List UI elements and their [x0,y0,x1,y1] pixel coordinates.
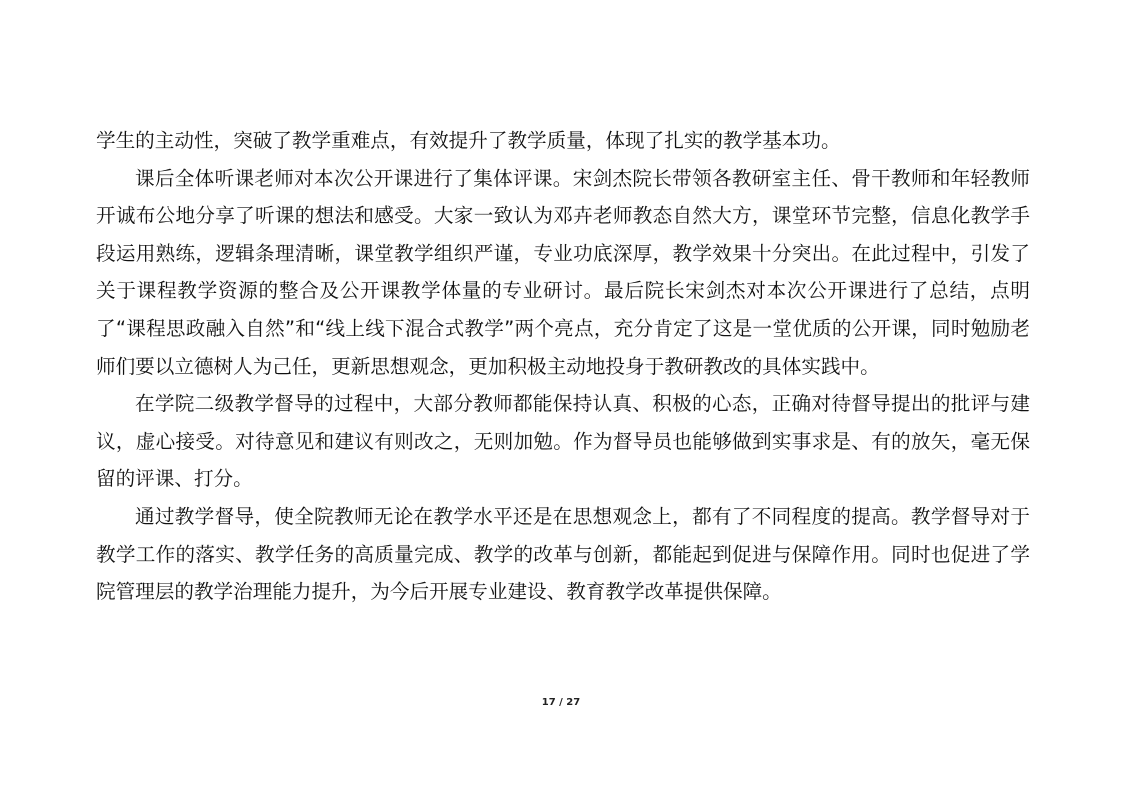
paragraph-continuation: 学生的主动性，突破了教学重难点，有效提升了教学质量，体现了扎实的教学基本功。 [96,129,841,152]
page-number: 17 / 27 [541,697,581,708]
paragraph-supervision-results: 通过教学督导，使全院教师无论在教学水平还是在思想观念上，都有了不同程度的提高。教学督导对于教学工作的落实、教学任务的高质量完成、教学的改革与创新，都能起到促进与保障作用。同时也促进了学院管理层的教学治理能力提升，为今后开展专业建设、教育教学改革提供保障。 [96,504,1030,604]
paragraph-supervision-process: 在学院二级教学督导的过程中，大部分教师都能保持认真、积极的心态，正确对待督导提出的批评与建议，虚心接受。对待意见和建议有则改之，无则加勉。作为督导员也能够做到实事求是、有的放矢，毫无保留的评课、打分。 [96,392,1030,491]
document-body [96,122,1030,611]
paragraph-class-review: 课后全体听课老师对本次公开课进行了集体评课。宋剑杰院长带领各教研室主任、骨干教师和年轻教师开诚布公地分享了听课的想法和感受。大家一致认为邓卉老师教态自然大方，课堂环节完整，信息化教学手段运用熟练，逻辑条理清晰，课堂教学组织严谨，专业功底深厚，教学效果十分突出。在此过程中，引发了关于课程教学资源的整合及公开课教学体量的专业研讨。最后院长宋剑杰对本次公开课进行了总结，点明了“课程思政融入自然”和“线上线下混合式教学”两个亮点，充分肯定了这是一堂优质的公开课，同时勉励老师们要以立德树人为己任，更新思想观念，更加积极主动地投身于教研教改的具体实践中。 [96,166,1030,378]
